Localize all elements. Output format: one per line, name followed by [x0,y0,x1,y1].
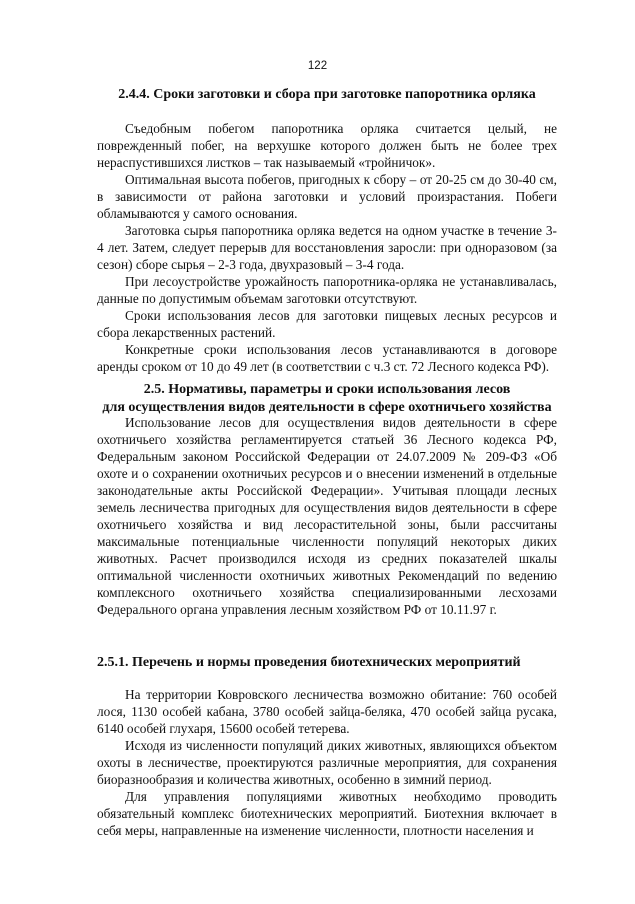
paragraph: Использование лесов для осуществления видов деятельности в сфере охотничьего хозяйства регламентируется статьей 36 Лесного кодекса РФ, Федеральным законом Российской Федерации от 24.07.2009 № 209-ФЗ «Об охоте и о сохранении охотничьих ресурсов и о внесении изменений в отдельные законодательные акты Российской Федерации». Учитывая площади лесных земель лесничества пригодных для осуществления видов деятельности в сфере охотничьего хозяйства и вид лесорастительной зоны, были рассчитаны максимальные потенциальные численности популяций некоторых диких животных. Расчет производился исходя из средних показателей шкалы оптимальной численности охотничьих животных Рекомендаций по ведению комплексного охотничьего хозяйства специализированными лесхозами Федерального органа управления лесным хозяйством РФ от 10.11.97 г. [97,415,557,617]
section-body-2-5-1 [97,686,557,839]
paragraph: На территории Ковровского лесничества возможно обитание: 760 особей лося, 1130 особей кабана, 3780 особей зайца-беляка, 470 особей зайца русака, 6140 особей глухаря, 15600 особей тетерева. [97,687,557,736]
paragraph: Съедобным побегом папоротника орляка считается целый, не поврежденный побег, на верхушке которого должен быть не более трех нераспустившихся листков – так называемый «тройничок». [97,121,557,170]
paragraph: Исходя из численности популяций диких животных, являющихся объектом охоты в лесничестве, проектируются различные мероприятия, для сохранения биоразнообразия и количества животных, особенно в зимний период. [97,738,557,787]
heading-2-5-line2: для осуществления видов деятельности в сфере охотничьего хозяйства [102,400,552,415]
heading-2-4-4: 2.4.4. Сроки заготовки и сбора при заготовке папоротника орляка [118,87,536,102]
heading-2-5-line1: 2.5. Нормативы, параметры и сроки использования лесов [143,382,511,397]
heading-2-5-1: 2.5.1. Перечень и нормы проведения биотехнических мероприятий [97,655,521,670]
page-number: 122 [307,60,328,72]
paragraph: Сроки использования лесов для заготовки пищевых лесных ресурсов и сбора лекарственных растений. [97,308,557,340]
paragraph: Оптимальная высота побегов, пригодных к сбору – от 20-25 см до 30-40 см, в зависимости от района заготовки и условий произрастания. Побеги обламываются у самого основания. [97,172,557,221]
section-body-2-4-4 [97,120,557,375]
section-heading-2-5-1 [97,654,557,672]
section-heading-2-4-4 [97,86,557,104]
paragraph: Для управления популяциями животных необходимо проводить обязательный комплекс биотехнических мероприятий. Биотехния включает в себя меры, направленные на изменение численности, плотности населения и [97,789,557,838]
section-body-2-5 [97,414,557,618]
paragraph: Конкретные сроки использования лесов устанавливаются в договоре аренды сроком от 10 до 49 лет (в соответствии с ч.3 ст. 72 Лесного кодекса РФ). [97,342,557,374]
paragraph: Заготовка сырья папоротника орляка ведется на одном участке в течение 3-4 лет. Затем, следует перерыв для восстановления заросли: при одноразовом (за сезон) сборе сырья – 2-3 года, двухразовый – 3-4 года. [97,223,557,272]
paragraph: При лесоустройстве урожайность папоротника-орляка не устанавливалась, данные по допустимым объемам заготовки отсутствуют. [97,274,557,306]
section-heading-2-5 [97,381,557,417]
